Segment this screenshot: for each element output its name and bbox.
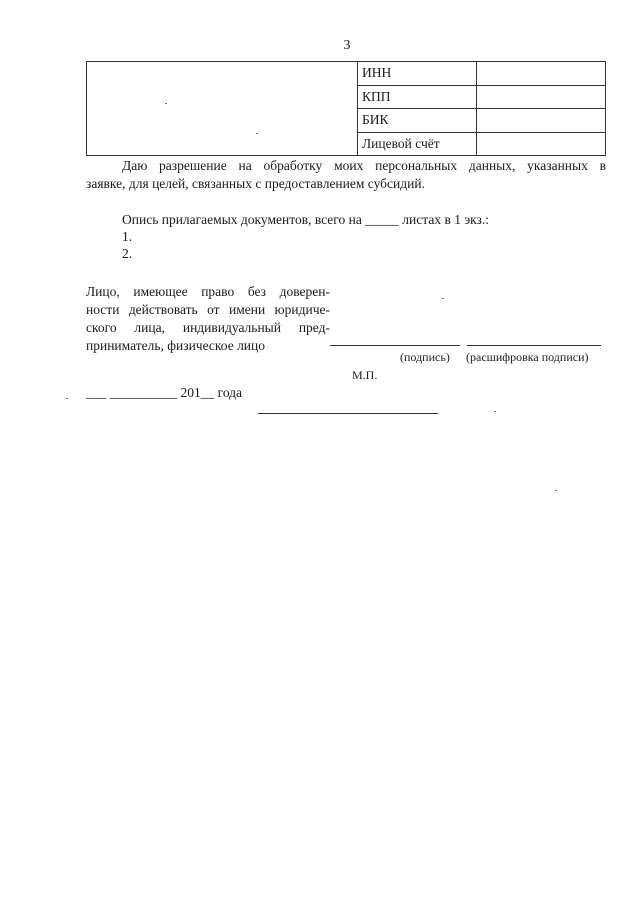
signatory-line-3: ского лица, индивидуальный пред- (86, 320, 330, 335)
kpp-value (477, 85, 606, 109)
scan-speck (442, 298, 444, 299)
signatory-line-4: приниматель, физическое лицо (86, 338, 266, 353)
decoding-caption: (расшифровка подписи) (466, 350, 589, 364)
bik-value (477, 109, 606, 133)
kpp-label: КПП (358, 85, 477, 109)
date-line: ___ __________ 201__ года (86, 385, 243, 400)
consent-line-1: Даю разрешение на обработку моих персональных данных, указанных в (122, 158, 606, 173)
scan-speck (494, 411, 496, 412)
signatory-description (86, 283, 330, 355)
inn-label: ИНН (358, 62, 477, 86)
consent-line-2: заявке, для целей, связанных с предоставлением субсидий. (86, 176, 425, 191)
signature-line (330, 345, 460, 346)
table-row (87, 62, 606, 86)
account-value (477, 132, 606, 156)
bik-label: БИК (358, 109, 477, 133)
inventory-item-2: 2. (122, 246, 133, 261)
scan-speck (165, 103, 167, 104)
inventory-line: Опись прилагаемых документов, всего на _____ листах в 1 экз.: (122, 212, 489, 227)
inn-value (477, 62, 606, 86)
signature-caption: (подпись) (400, 350, 450, 364)
signatory-line-1: Лицо, имеющее право без доверен- (86, 284, 330, 299)
bottom-signature-line (258, 413, 438, 414)
scan-speck (555, 490, 557, 491)
requisites-table (86, 61, 606, 156)
scan-speck (256, 133, 258, 134)
scan-speck (66, 398, 68, 399)
account-label: Лицевой счёт (358, 132, 477, 156)
signatory-line-2: ности действовать от имени юридиче- (86, 302, 330, 317)
inventory-item-1: 1. (122, 229, 133, 244)
decoding-line (467, 345, 601, 346)
stamp-label: М.П. (352, 368, 378, 382)
blank-name-cell (87, 62, 358, 156)
page-number: 3 (343, 38, 351, 53)
